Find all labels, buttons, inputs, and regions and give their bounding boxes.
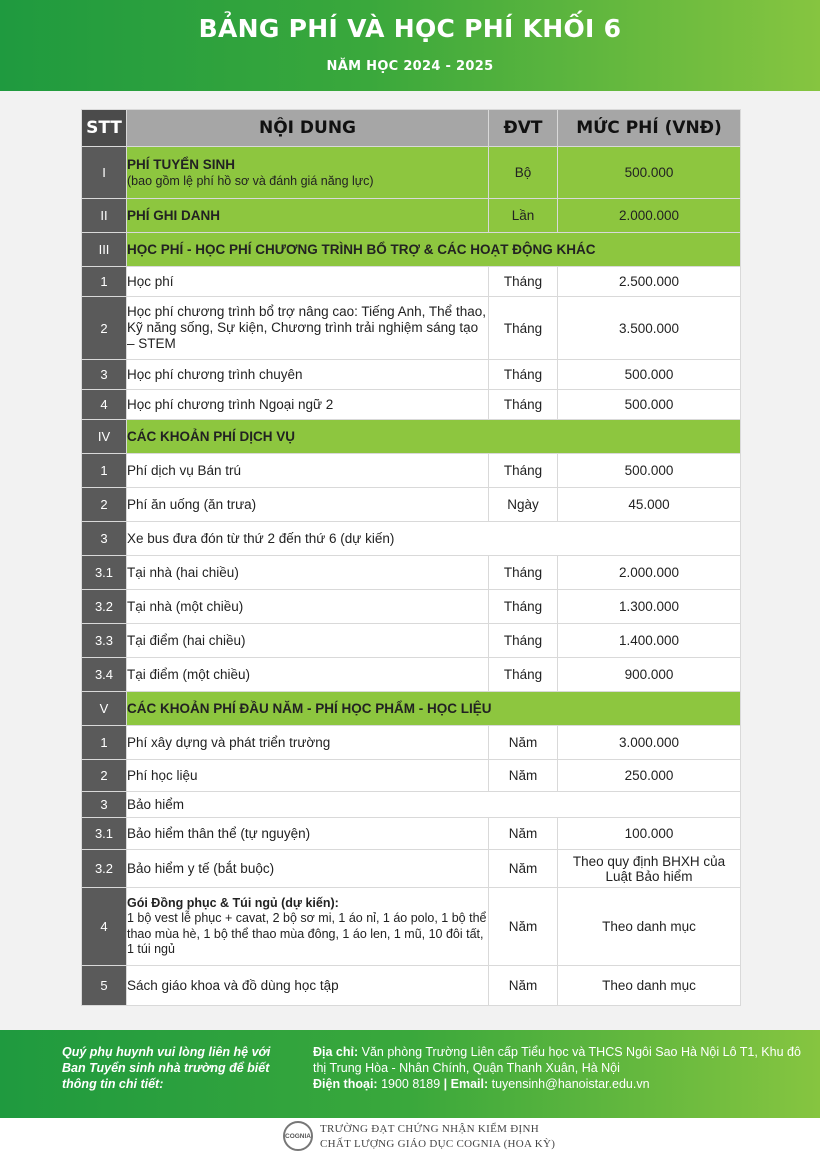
- cognia-logo-icon: [283, 1121, 313, 1151]
- row-content: Học phí chương trình Ngoại ngữ 2: [127, 390, 489, 420]
- phone-email-line: [313, 1076, 813, 1092]
- row-stt: 2: [82, 488, 127, 522]
- row-fee: 45.000: [558, 488, 741, 522]
- row-unit: Năm: [489, 850, 558, 888]
- table-row: [82, 818, 741, 850]
- row-unit: Tháng: [489, 658, 558, 692]
- row-fee: Theo quy định BHXH của Luật Bảo hiểm: [558, 850, 741, 888]
- row-fee: 2.500.000: [558, 267, 741, 297]
- contact-note: Quý phụ huynh vui lòng liên hệ với Ban Tuyển sinh nhà trường để biết thông tin chi tiết:: [62, 1045, 271, 1091]
- row-stt: 1: [82, 454, 127, 488]
- address-text: Văn phòng Trường Liên cấp Tiểu học và THCS Ngôi Sao Hà Nội Lô T1, Khu đô thị Trung Hòa - Nhân Chính, Quận Thanh Xuân, Hà Nội: [313, 1045, 801, 1075]
- row-content: Xe bus đưa đón từ thứ 2 đến thứ 6 (dự kiến): [127, 522, 741, 556]
- certification-text: [320, 1122, 580, 1152]
- row-unit: Ngày: [489, 488, 558, 522]
- row-unit: Tháng: [489, 360, 558, 390]
- table-row: [82, 624, 741, 658]
- row-content: Tại nhà (một chiều): [127, 590, 489, 624]
- row-title: PHÍ GHI DANH: [127, 207, 221, 223]
- col-header-content: NỘI DUNG: [127, 110, 489, 147]
- row-fee: 500.000: [558, 454, 741, 488]
- section-title: CÁC KHOẢN PHÍ ĐẦU NĂM - PHÍ HỌC PHẨM - HỌC LIỆU: [127, 692, 741, 726]
- row-unit: Năm: [489, 818, 558, 850]
- row-content: Phí dịch vụ Bán trú: [127, 454, 489, 488]
- page-subtitle: NĂM HỌC 2024 - 2025: [326, 59, 494, 74]
- section-row: [82, 692, 741, 726]
- page-title: BẢNG PHÍ VÀ HỌC PHÍ KHỐI 6: [198, 14, 622, 43]
- table-row: [82, 556, 741, 590]
- table-row: [82, 199, 741, 233]
- row-unit: Tháng: [489, 390, 558, 420]
- row-unit: Tháng: [489, 267, 558, 297]
- row-content: Phí ăn uống (ăn trưa): [127, 488, 489, 522]
- row-unit: Lần: [489, 199, 558, 233]
- section-row: [82, 233, 741, 267]
- table-row: [82, 147, 741, 199]
- row-stt: 2: [82, 297, 127, 360]
- row-unit: Năm: [489, 760, 558, 792]
- table-row: [82, 792, 741, 818]
- email-label: | Email:: [443, 1077, 489, 1091]
- logo-text: COGNIA: [285, 1132, 311, 1140]
- row-unit: Bộ: [489, 147, 558, 199]
- row-stt: I: [82, 147, 127, 199]
- row-content: Bảo hiểm thân thể (tự nguyện): [127, 818, 489, 850]
- row-unit: Tháng: [489, 624, 558, 658]
- row-unit: Tháng: [489, 556, 558, 590]
- row-content: Phí học liệu: [127, 760, 489, 792]
- row-note: (bao gồm lệ phí hồ sơ và đánh giá năng lực): [127, 173, 374, 188]
- table-row: [82, 966, 741, 1006]
- row-fee: 1.300.000: [558, 590, 741, 624]
- row-fee: Theo danh mục: [558, 966, 741, 1006]
- row-stt: 4: [82, 888, 127, 966]
- address-label: Địa chỉ:: [313, 1045, 359, 1059]
- col-header-stt: STT: [82, 110, 127, 147]
- row-stt: 2: [82, 760, 127, 792]
- table-row: [82, 590, 741, 624]
- certification-banner: [0, 1118, 820, 1159]
- table-row: [82, 726, 741, 760]
- row-stt: 1: [82, 726, 127, 760]
- email-address[interactable]: tuyensinh@hanoistar.edu.vn: [491, 1077, 650, 1091]
- row-fee: 900.000: [558, 658, 741, 692]
- row-fee: 500.000: [558, 147, 741, 199]
- address-line: [313, 1044, 813, 1076]
- row-content: Học phí chương trình chuyên: [127, 360, 489, 390]
- row-fee: 250.000: [558, 760, 741, 792]
- row-content: Học phí chương trình bổ trợ nâng cao: Tiếng Anh, Thể thao, Kỹ năng sống, Sự kiện, Chương trình trải nghiệm sáng tạo – STEM: [127, 297, 489, 360]
- row-stt: 5: [82, 966, 127, 1006]
- row-stt: 3.3: [82, 624, 127, 658]
- row-fee: 500.000: [558, 360, 741, 390]
- table-row: [82, 850, 741, 888]
- row-stt: 3.2: [82, 850, 127, 888]
- row-content: Sách giáo khoa và đồ dùng học tập: [127, 966, 489, 1006]
- row-content: Tại điểm (hai chiều): [127, 624, 489, 658]
- row-content: Tại điểm (một chiều): [127, 658, 489, 692]
- row-stt: V: [82, 692, 127, 726]
- row-content: Bảo hiểm y tế (bắt buộc): [127, 850, 489, 888]
- row-stt: 3: [82, 360, 127, 390]
- table-row: [82, 522, 741, 556]
- contact-footer: [0, 1030, 820, 1118]
- row-fee: 3.500.000: [558, 297, 741, 360]
- row-stt: 3.4: [82, 658, 127, 692]
- row-content: [127, 888, 489, 966]
- row-unit: Tháng: [489, 590, 558, 624]
- row-stt: II: [82, 199, 127, 233]
- table-header-row: [82, 110, 741, 147]
- contact-details: [313, 1044, 813, 1092]
- table-row: [82, 267, 741, 297]
- row-content: Phí xây dựng và phát triển trường: [127, 726, 489, 760]
- row-title: PHÍ TUYỂN SINH: [127, 156, 236, 172]
- row-fee: 500.000: [558, 390, 741, 420]
- table-row: [82, 760, 741, 792]
- row-content: [127, 147, 489, 199]
- row-fee: 2.000.000: [558, 199, 741, 233]
- row-unit: Tháng: [489, 454, 558, 488]
- row-fee: 100.000: [558, 818, 741, 850]
- table-row: [82, 888, 741, 966]
- page-header: [0, 0, 820, 91]
- certification-line-2: CHẤT LƯỢNG GIÁO DỤC COGNIA (HOA KỲ): [320, 1138, 556, 1150]
- table-row: [82, 454, 741, 488]
- row-stt: 4: [82, 390, 127, 420]
- section-title: CÁC KHOẢN PHÍ DỊCH VỤ: [127, 420, 741, 454]
- col-header-fee: MỨC PHÍ (VNĐ): [558, 110, 741, 147]
- row-stt: 3: [82, 792, 127, 818]
- phone-label: Điện thoại:: [313, 1077, 378, 1091]
- table-row: [82, 488, 741, 522]
- fee-table: [81, 109, 741, 1006]
- row-stt: 3.1: [82, 556, 127, 590]
- row-content: Học phí: [127, 267, 489, 297]
- row-unit: Năm: [489, 888, 558, 966]
- section-title: HỌC PHÍ - HỌC PHÍ CHƯƠNG TRÌNH BỔ TRỢ & CÁC HOẠT ĐỘNG KHÁC: [127, 233, 741, 267]
- row-content: Tại nhà (hai chiều): [127, 556, 489, 590]
- row-fee: 3.000.000: [558, 726, 741, 760]
- row-stt: III: [82, 233, 127, 267]
- row-stt: 3.2: [82, 590, 127, 624]
- table-row: [82, 658, 741, 692]
- table-row: [82, 360, 741, 390]
- row-unit: Tháng: [489, 297, 558, 360]
- row-stt: 3: [82, 522, 127, 556]
- certification-line-1: TRƯỜNG ĐẠT CHỨNG NHẬN KIỂM ĐỊNH: [320, 1123, 539, 1135]
- row-unit: Năm: [489, 966, 558, 1006]
- row-stt: 3.1: [82, 818, 127, 850]
- section-row: [82, 420, 741, 454]
- phone-number[interactable]: 1900 8189: [381, 1077, 441, 1091]
- col-header-unit: ĐVT: [489, 110, 558, 147]
- row-stt: IV: [82, 420, 127, 454]
- package-title: Gói Đồng phục & Túi ngủ (dự kiến):: [127, 896, 339, 911]
- row-content: [127, 199, 489, 233]
- row-stt: 1: [82, 267, 127, 297]
- row-fee: 1.400.000: [558, 624, 741, 658]
- row-unit: Năm: [489, 726, 558, 760]
- row-fee: Theo danh mục: [558, 888, 741, 966]
- table-row: [82, 297, 741, 360]
- table-row: [82, 390, 741, 420]
- row-content: Bảo hiểm: [127, 792, 741, 818]
- package-description: 1 bộ vest lễ phục + cavat, 2 bộ sơ mi, 1 áo nỉ, 1 áo polo, 1 bộ thể thao mùa hè, 1 bộ thể thao mùa đông, 1 áo len, 1 mũ, 10 đôi tất, 1 túi ngủ: [127, 911, 487, 957]
- row-fee: 2.000.000: [558, 556, 741, 590]
